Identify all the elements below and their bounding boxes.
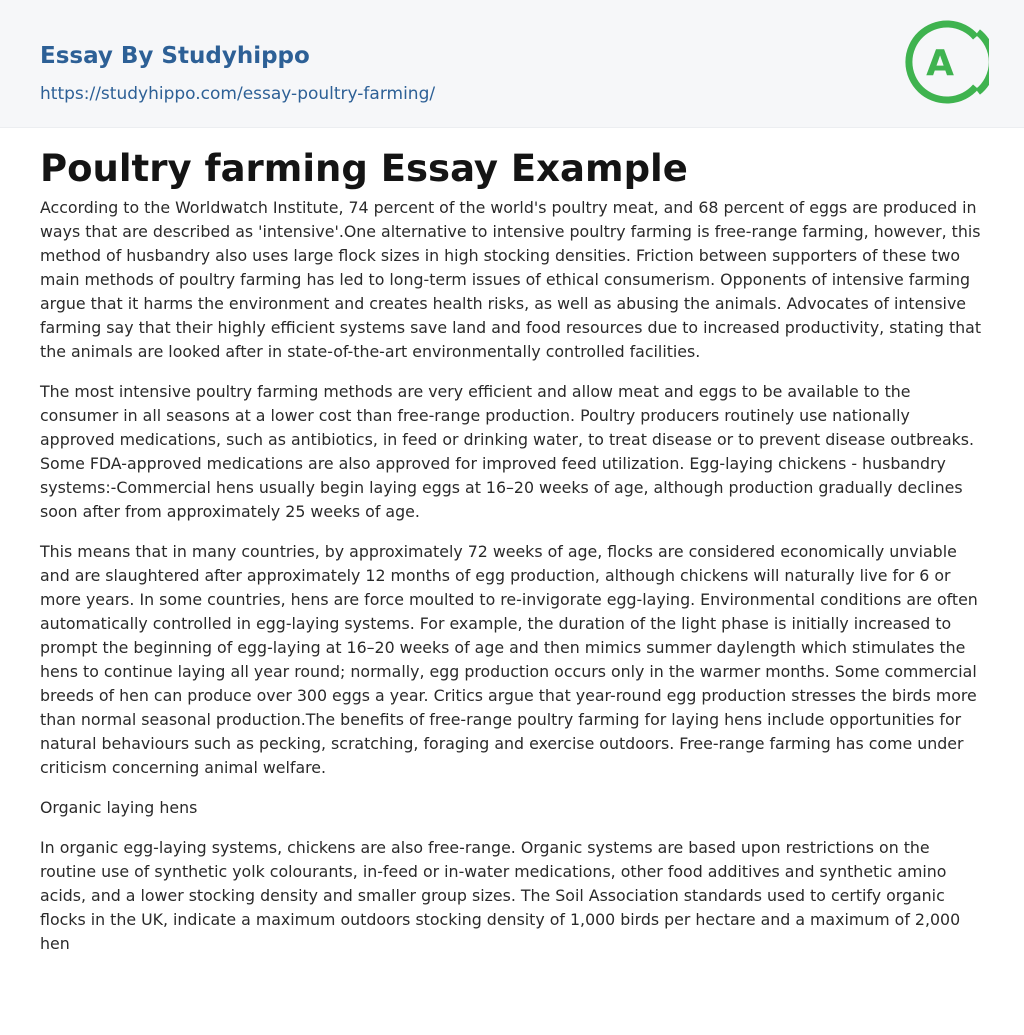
studyhippo-logo-icon[interactable] — [905, 18, 989, 106]
paragraph-2: The most intensive poultry farming methods are very efficient and allow meat and eggs to be available to the consumer in all seasons at a lower cost than free-range production. Poultry producers routinely use nationally approved medications, such as antibiotics, in feed or drinking water, to treat disease or to prevent disease outbreaks. Some FDA-approved medications are also approved for improved feed utilization. Egg-laying chickens - husbandry systems:-Commercial hens usually begin laying eggs at 16–20 weeks of age, although production gradually declines soon after from approximately 25 weeks of age. — [40, 382, 975, 521]
site-header — [0, 0, 1024, 128]
page-url-link[interactable]: https://studyhippo.com/essay-poultry-farming/ — [40, 84, 436, 104]
site-brand-link[interactable]: Essay By Studyhippo — [40, 43, 310, 69]
article — [40, 128, 988, 972]
section-heading-organic-laying-hens: Organic laying hens — [40, 798, 198, 817]
paragraph-3: This means that in many countries, by approximately 72 weeks of age, flocks are considered economically unviable and are slaughtered after approximately 12 months of egg production, although chickens will naturally live for 6 or more years. In some countries, hens are force moulted to re-invigorate egg-laying. Environmental conditions are often automatically controlled in egg-laying systems. For example, the duration of the light phase is initially increased to prompt the beginning of egg-laying at 16–20 weeks of age and then mimics summer daylength which stimulates the hens to continue laying all year round; normally, egg production occurs only in the warmer months. Some commercial breeds of hen can produce over 300 eggs a year. Critics argue that year-round egg production stresses the birds more than normal seasonal production.The benefits of free-range poultry farming for laying hens include opportunities for natural behaviours such as pecking, scratching, foraging and exercise outdoors. Free-range farming has come under criticism concerning animal welfare. — [40, 542, 978, 777]
paragraph-1: According to the Worldwatch Institute, 74 percent of the world's poultry meat, and 68 percent of eggs are produced in ways that are described as 'intensive'.One alternative to intensive poultry farming is free-range farming, however, this method of husbandry also uses large flock sizes in high stocking densities. Friction between supporters of these two main methods of poultry farming has led to long-term issues of ethical consumerism. Opponents of intensive farming argue that it harms the environment and creates health risks, as well as abusing the animals. Advocates of intensive farming say that their highly efficient systems save land and food resources due to increased productivity, stating that the animals are looked after in state-of-the-art environmentally controlled facilities. — [40, 198, 982, 361]
paragraph-4: In organic egg-laying systems, chickens are also free-range. Organic systems are based upon restrictions on the routine use of synthetic yolk colourants, in-feed or in-water medications, other food additives and synthetic amino acids, and a lower stocking density and smaller group sizes. The Soil Association standards used to certify organic flocks in the UK, indicate a maximum outdoors stocking density of 1,000 birds per hectare and a maximum of 2,000 hen — [40, 838, 961, 953]
logo-letter: A — [926, 43, 954, 84]
page-title: Poultry farming Essay Example — [40, 147, 688, 190]
